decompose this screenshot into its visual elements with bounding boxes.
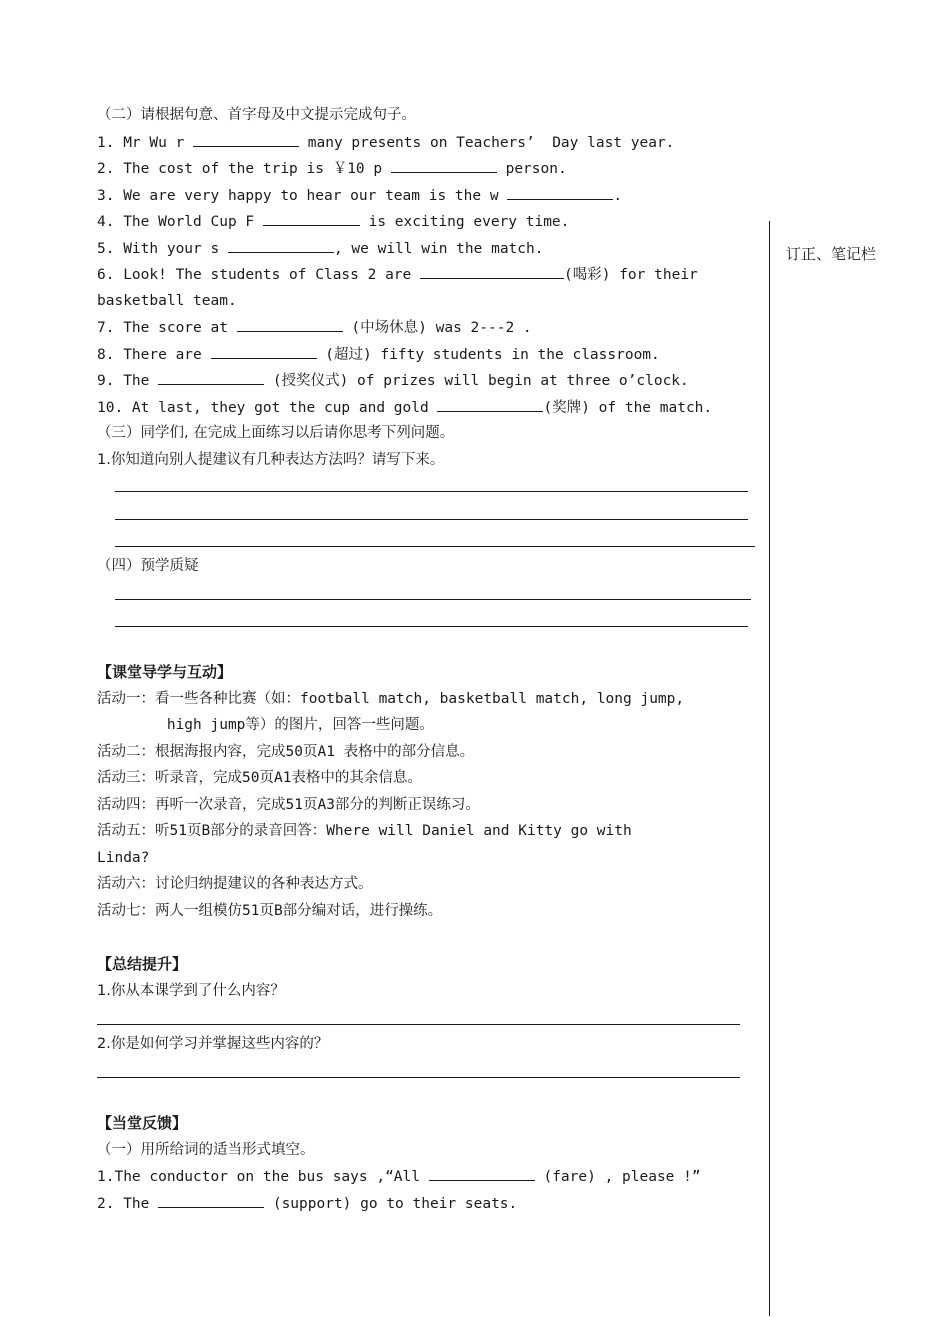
feedback-subtitle: （一）用所给词的适当形式填空。 — [97, 1142, 315, 1158]
section3-title: （三）同学们, 在完成上面练习以后请你思考下列问题。 — [97, 425, 455, 441]
notes-column-label: 订正、笔记栏 — [786, 245, 877, 263]
answer-blank[interactable] — [263, 211, 360, 226]
activity-3: 活动三：听录音，完成50页A1表格中的其余信息。 — [97, 770, 422, 786]
section3-question-1: 1.你知道向别人提建议有几种表达方法吗？请写下来。 — [97, 452, 445, 468]
answer-blank[interactable] — [437, 397, 543, 412]
feedback-item-1: 1.The conductor on the bus says ,“All (fare) , please !” — [97, 1166, 701, 1187]
answer-blank[interactable] — [158, 1193, 264, 1208]
fill-sentence-1: 1. Mr Wu r many presents on Teachers’ Day last year. — [97, 132, 674, 153]
margin-divider — [769, 221, 770, 1316]
fill-sentence-9: 9. The (授奖仪式) of prizes will begin at three o’clock. — [97, 370, 689, 391]
classroom-heading: 【课堂导学与互动】 — [97, 663, 233, 681]
answer-blank[interactable] — [228, 238, 334, 253]
summary-heading: 【总结提升】 — [97, 955, 188, 973]
answer-blank[interactable] — [237, 317, 343, 332]
feedback-heading: 【当堂反馈】 — [97, 1114, 188, 1132]
answer-blank[interactable] — [193, 132, 299, 147]
summary-question-1: 1.你从本课学到了什么内容？ — [97, 983, 285, 999]
answer-blank[interactable] — [158, 370, 264, 385]
fill-sentence-2: 2. The cost of the trip is ￥10 p person. — [97, 158, 567, 179]
fill-sentence-10: 10. At last, they got the cup and gold (奖牌) of the match. — [97, 397, 712, 418]
fill-sentence-4: 4. The World Cup F is exciting every time. — [97, 211, 569, 232]
section4-title: （四）预学质疑 — [97, 558, 199, 574]
fill-sentence-6: 6. Look! The students of Class 2 are (喝彩) for their — [97, 264, 698, 285]
summary-question-2: 2.你是如何学习并掌握这些内容的？ — [97, 1036, 329, 1052]
fill-sentence-8: 8. There are (超过) fifty students in the classroom. — [97, 344, 660, 365]
activity-7: 活动七：两人一组模仿51页B部分编对话，进行操练。 — [97, 903, 443, 919]
answer-line[interactable] — [115, 519, 748, 520]
answer-line[interactable] — [115, 546, 755, 547]
activity-5: 活动五：听51页B部分的录音回答：Where will Daniel and Kitty go with — [97, 823, 632, 839]
answer-line[interactable] — [115, 599, 751, 600]
fill-sentence-5: 5. With your s , we will win the match. — [97, 238, 543, 259]
activity-6: 活动六：讨论归纳提建议的各种表达方式。 — [97, 876, 373, 892]
feedback-item-2: 2. The (support) go to their seats. — [97, 1193, 517, 1214]
answer-line[interactable] — [97, 1077, 740, 1078]
section2-title: （二）请根据句意、首字母及中文提示完成句子。 — [97, 107, 416, 123]
activity-1: 活动一：看一些各种比赛（如：football match, basketball match, long jump, — [97, 691, 685, 707]
activity-1-cont: high jump等）的图片，回答一些问题。 — [97, 717, 434, 733]
fill-sentence-7: 7. The score at (中场休息) was 2---2 . — [97, 317, 532, 338]
fill-sentence-6-cont: basketball team. — [97, 293, 237, 309]
answer-line[interactable] — [97, 1024, 740, 1025]
activity-5-cont: Linda? — [97, 850, 150, 866]
fill-sentence-3: 3. We are very happy to hear our team is the w . — [97, 185, 622, 206]
answer-blank[interactable] — [420, 264, 564, 279]
activity-2: 活动二：根据海报内容，完成50页A1 表格中的部分信息。 — [97, 744, 475, 760]
answer-blank[interactable] — [391, 158, 497, 173]
activity-4: 活动四：再听一次录音，完成51页A3部分的判断正误练习。 — [97, 797, 480, 813]
answer-blank[interactable] — [211, 344, 317, 359]
answer-line[interactable] — [115, 491, 748, 492]
answer-line[interactable] — [115, 626, 748, 627]
answer-blank[interactable] — [507, 185, 613, 200]
answer-blank[interactable] — [429, 1166, 535, 1181]
